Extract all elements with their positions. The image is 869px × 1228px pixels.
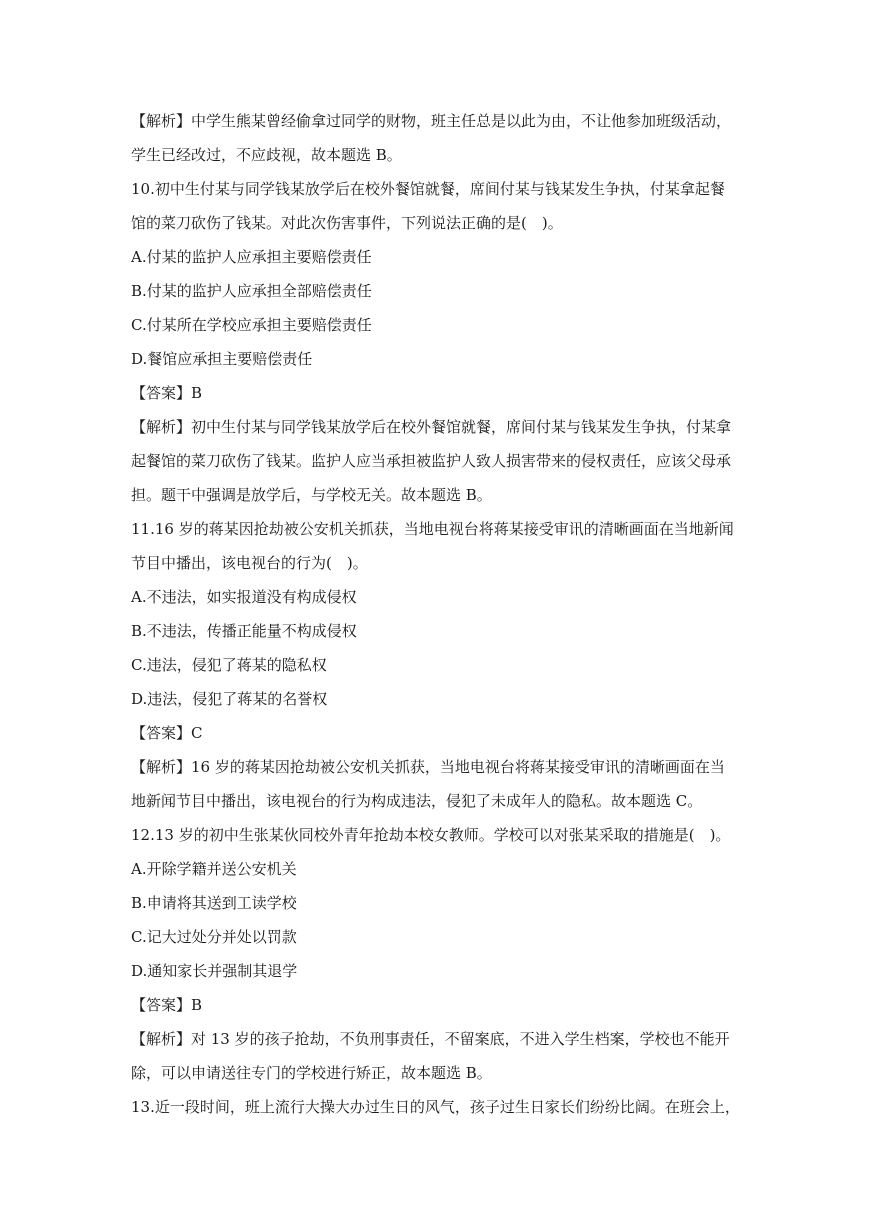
question-12-line-1: 12.13 岁的初中生张某伙同校外青年抢劫本校女教师。学校可以对张某采取的措施是( )。 bbox=[131, 826, 731, 844]
analysis-q9-line-1: 【解析】中学生熊某曾经偷拿过同学的财物，班主任总是以此为由，不让他参加班级活动， bbox=[131, 112, 732, 130]
question-11-option-d: D.违法，侵犯了蒋某的名誉权 bbox=[131, 690, 328, 708]
analysis-q10-line-1: 【解析】初中生付某与同学钱某放学后在校外餐馆就餐，席间付某与钱某发生争执，付某拿 bbox=[131, 418, 732, 436]
question-10-line-1: 10.初中生付某与同学钱某放学后在校外餐馆就餐，席间付某与钱某发生争执，付某拿起餐 bbox=[131, 180, 725, 198]
question-12-option-c: C.记大过处分并处以罚款 bbox=[131, 928, 297, 946]
question-10-answer: 【答案】B bbox=[131, 384, 203, 402]
question-10-option-b: B.付某的监护人应承担全部赔偿责任 bbox=[131, 282, 372, 300]
question-11-option-b: B.不违法，传播正能量不构成侵权 bbox=[131, 622, 357, 640]
analysis-q10-line-2: 起餐馆的菜刀砍伤了钱某。监护人应当承担被监护人致人损害带来的侵权责任，应该父母承 bbox=[131, 452, 732, 470]
question-10-line-2: 馆的菜刀砍伤了钱某。对此次伤害事件，下列说法正确的是( )。 bbox=[131, 214, 563, 232]
question-11-option-c: C.违法，侵犯了蒋某的隐私权 bbox=[131, 656, 327, 674]
analysis-q10-line-3: 担。题干中强调是放学后，与学校无关。故本题选 B。 bbox=[131, 486, 492, 504]
analysis-q9-line-2: 学生已经改过，不应歧视，故本题选 B。 bbox=[131, 146, 402, 164]
analysis-q11-line-1: 【解析】16 岁的蒋某因抢劫被公安机关抓获，当地电视台将蒋某接受审讯的清晰画面在当 bbox=[131, 758, 725, 776]
question-12-answer: 【答案】B bbox=[131, 996, 203, 1014]
question-12-option-a: A.开除学籍并送公安机关 bbox=[131, 860, 297, 878]
question-13-line-1: 13.近一段时间，班上流行大操大办过生日的风气，孩子过生日家长们纷纷比阔。在班会上， bbox=[131, 1098, 740, 1116]
question-11-option-a: A.不违法，如实报道没有构成侵权 bbox=[131, 588, 357, 606]
analysis-q11-line-2: 地新闻节目中播出，该电视台的行为构成违法，侵犯了未成年人的隐私。故本题选 C。 bbox=[131, 792, 703, 810]
question-10-option-c: C.付某所在学校应承担主要赔偿责任 bbox=[131, 316, 372, 334]
question-12-option-b: B.申请将其送到工读学校 bbox=[131, 894, 297, 912]
question-11-answer: 【答案】C bbox=[131, 724, 203, 742]
question-11-line-1: 11.16 岁的蒋某因抢劫被公安机关抓获，当地电视台将蒋某接受审讯的清晰画面在当地新闻 bbox=[131, 520, 734, 538]
analysis-q12-line-1: 【解析】对 13 岁的孩子抢劫，不负刑事责任，不留案底，不进入学生档案，学校也不能开 bbox=[131, 1030, 730, 1048]
question-11-line-2: 节目中播出，该电视台的行为( )。 bbox=[131, 554, 368, 572]
analysis-q12-line-2: 除，可以申请送往专门的学校进行矫正，故本题选 B。 bbox=[131, 1064, 492, 1082]
question-12-option-d: D.通知家长并强制其退学 bbox=[131, 962, 298, 980]
question-10-option-a: A.付某的监护人应承担主要赔偿责任 bbox=[131, 248, 372, 266]
question-10-option-d: D.餐馆应承担主要赔偿责任 bbox=[131, 350, 313, 368]
